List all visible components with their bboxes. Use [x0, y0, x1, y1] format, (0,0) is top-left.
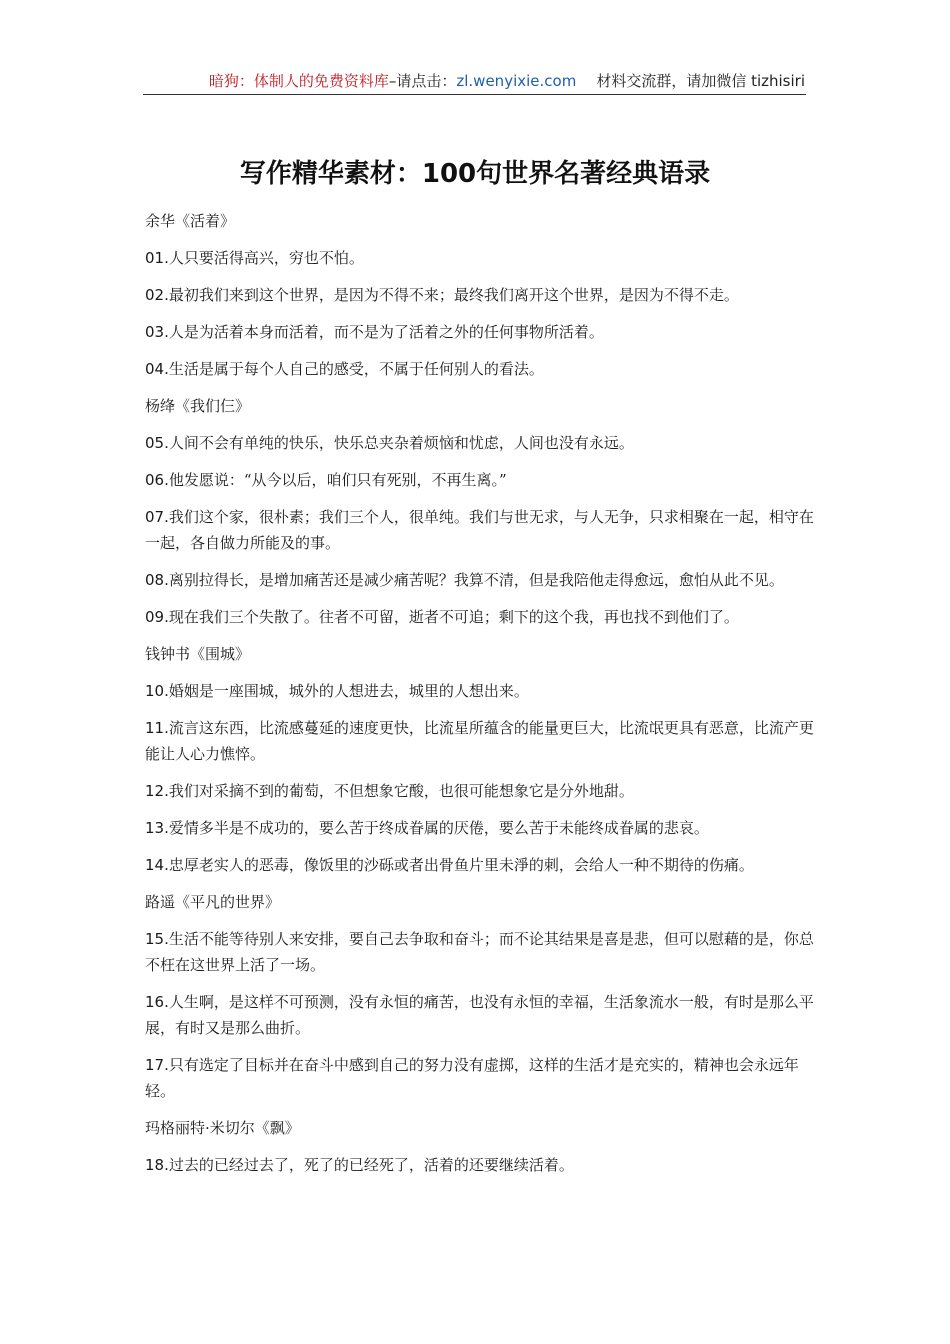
quote-text: 爱情多半是不成功的，要么苦于终成眷属的厌倦，要么苦于未能终成眷属的悲哀。: [168, 819, 709, 837]
quote-text: 忠厚老实人的恶毒，像饭里的沙砾或者出骨鱼片里未淨的刺，会给人一种不期待的伤痛。: [168, 856, 754, 874]
quote-number: 16.: [145, 993, 169, 1011]
quote-number: 01.: [145, 249, 169, 267]
quote-item: [145, 815, 815, 841]
quote-text: 最初我们来到这个世界，是因为不得不来；最终我们离开这个世界，是因为不得不走。: [168, 286, 739, 304]
quote-number: 07.: [145, 508, 169, 526]
quote-list: [145, 208, 815, 1189]
header-divider: [143, 94, 806, 95]
quote-item: [145, 319, 815, 345]
quote-item: [145, 852, 815, 878]
quote-number: 14.: [145, 856, 169, 874]
quote-text: 过去的已经过去了，死了的已经死了，活着的还要继续活着。: [168, 1156, 574, 1174]
quote-item: [145, 504, 815, 556]
quote-number: 02.: [145, 286, 169, 304]
header-url-link[interactable]: zl.wenyixie.com: [456, 72, 577, 90]
quote-text: 只有选定了目标并在奋斗中感到自己的努力没有虚掷，这样的生活才是充实的，精神也会永远年轻。: [145, 1056, 799, 1100]
quote-number: 03.: [145, 323, 169, 341]
quote-number: 18.: [145, 1156, 169, 1174]
quote-item: [145, 467, 815, 493]
section-author: 余华《活着》: [145, 212, 236, 230]
quote-text: 现在我们三个失散了。往者不可留，逝者不可追；剩下的这个我，再也找不到他们了。: [168, 608, 739, 626]
quote-number: 11.: [145, 719, 169, 737]
quote-text: 人只要活得高兴，穷也不怕。: [168, 249, 364, 267]
quote-text: 生活不能等待别人来安排，要自己去争取和奋斗；而不论其结果是喜是悲，但可以慰藉的是，你总不枉在这世界上活了一场。: [145, 930, 814, 974]
quote-text: 人生啊，是这样不可预测，没有永恒的痛苦，也没有永恒的幸福，生活象流水一般，有时是那么平展，有时又是那么曲折。: [145, 993, 814, 1037]
quote-number: 08.: [145, 571, 169, 589]
section-author: 杨绛《我们仨》: [145, 397, 251, 415]
quote-text: 人间不会有单纯的快乐，快乐总夹杂着烦恼和忧虑，人间也没有永远。: [168, 434, 634, 452]
quote-text: 离别拉得长，是增加痛苦还是减少痛苦呢？我算不清，但是我陪他走得愈远，愈怕从此不见。: [168, 571, 784, 589]
section-author: 钱钟书《围城》: [145, 645, 251, 663]
quote-item: [145, 567, 815, 593]
quote-item: [145, 778, 815, 804]
quote-number: 09.: [145, 608, 169, 626]
quote-number: 12.: [145, 782, 169, 800]
quote-text: 婚姻是一座围城，城外的人想进去，城里的人想出来。: [168, 682, 529, 700]
header-brand: 暗狗：体制人的免费资料库: [208, 72, 389, 90]
quote-item: [145, 604, 815, 630]
page-header: [143, 70, 805, 94]
quote-text: 我们这个家，很朴素；我们三个人，很单纯。我们与世无求，与人无争，只求相聚在一起，相守在一起，各自做力所能及的事。: [145, 508, 814, 552]
quote-item: [145, 282, 815, 308]
quote-item: [145, 989, 815, 1041]
quote-number: 06.: [145, 471, 169, 489]
quote-item: [145, 245, 815, 271]
quote-item: [145, 926, 815, 978]
section-author: 玛格丽特·米切尔《飘》: [145, 1119, 300, 1137]
quote-item: [145, 1052, 815, 1104]
quote-text: 生活是属于每个人自己的感受，不属于任何别人的看法。: [168, 360, 544, 378]
quote-text: 人是为活着本身而活着，而不是为了活着之外的任何事物所活着。: [168, 323, 604, 341]
quote-text: 他发愿说：“从今以后，咱们只有死别，不再生离。”: [168, 471, 507, 489]
document-title: 写作精华素材：100句世界名著经典语录: [239, 159, 711, 189]
quote-number: 10.: [145, 682, 169, 700]
quote-number: 05.: [145, 434, 169, 452]
quote-number: 04.: [145, 360, 169, 378]
quote-item: [145, 1152, 815, 1178]
quote-item: [145, 678, 815, 704]
quote-item: [145, 356, 815, 382]
quote-item: [145, 715, 815, 767]
quote-text: 我们对采摘不到的葡萄，不但想象它酸，也很可能想象它是分外地甜。: [168, 782, 634, 800]
quote-text: 流言这东西，比流感蔓延的速度更快，比流星所蕴含的能量更巨大，比流氓更具有恶意，比流产更能让人心力憔悴。: [145, 719, 814, 763]
header-prompt: –请点击：: [388, 72, 457, 90]
section-author: 路遥《平凡的世界》: [145, 893, 281, 911]
quote-number: 13.: [145, 819, 169, 837]
quote-item: [145, 430, 815, 456]
quote-number: 17.: [145, 1056, 169, 1074]
quote-number: 15.: [145, 930, 169, 948]
header-group-note: 材料交流群，请加微信 tizhisiri: [596, 72, 805, 90]
